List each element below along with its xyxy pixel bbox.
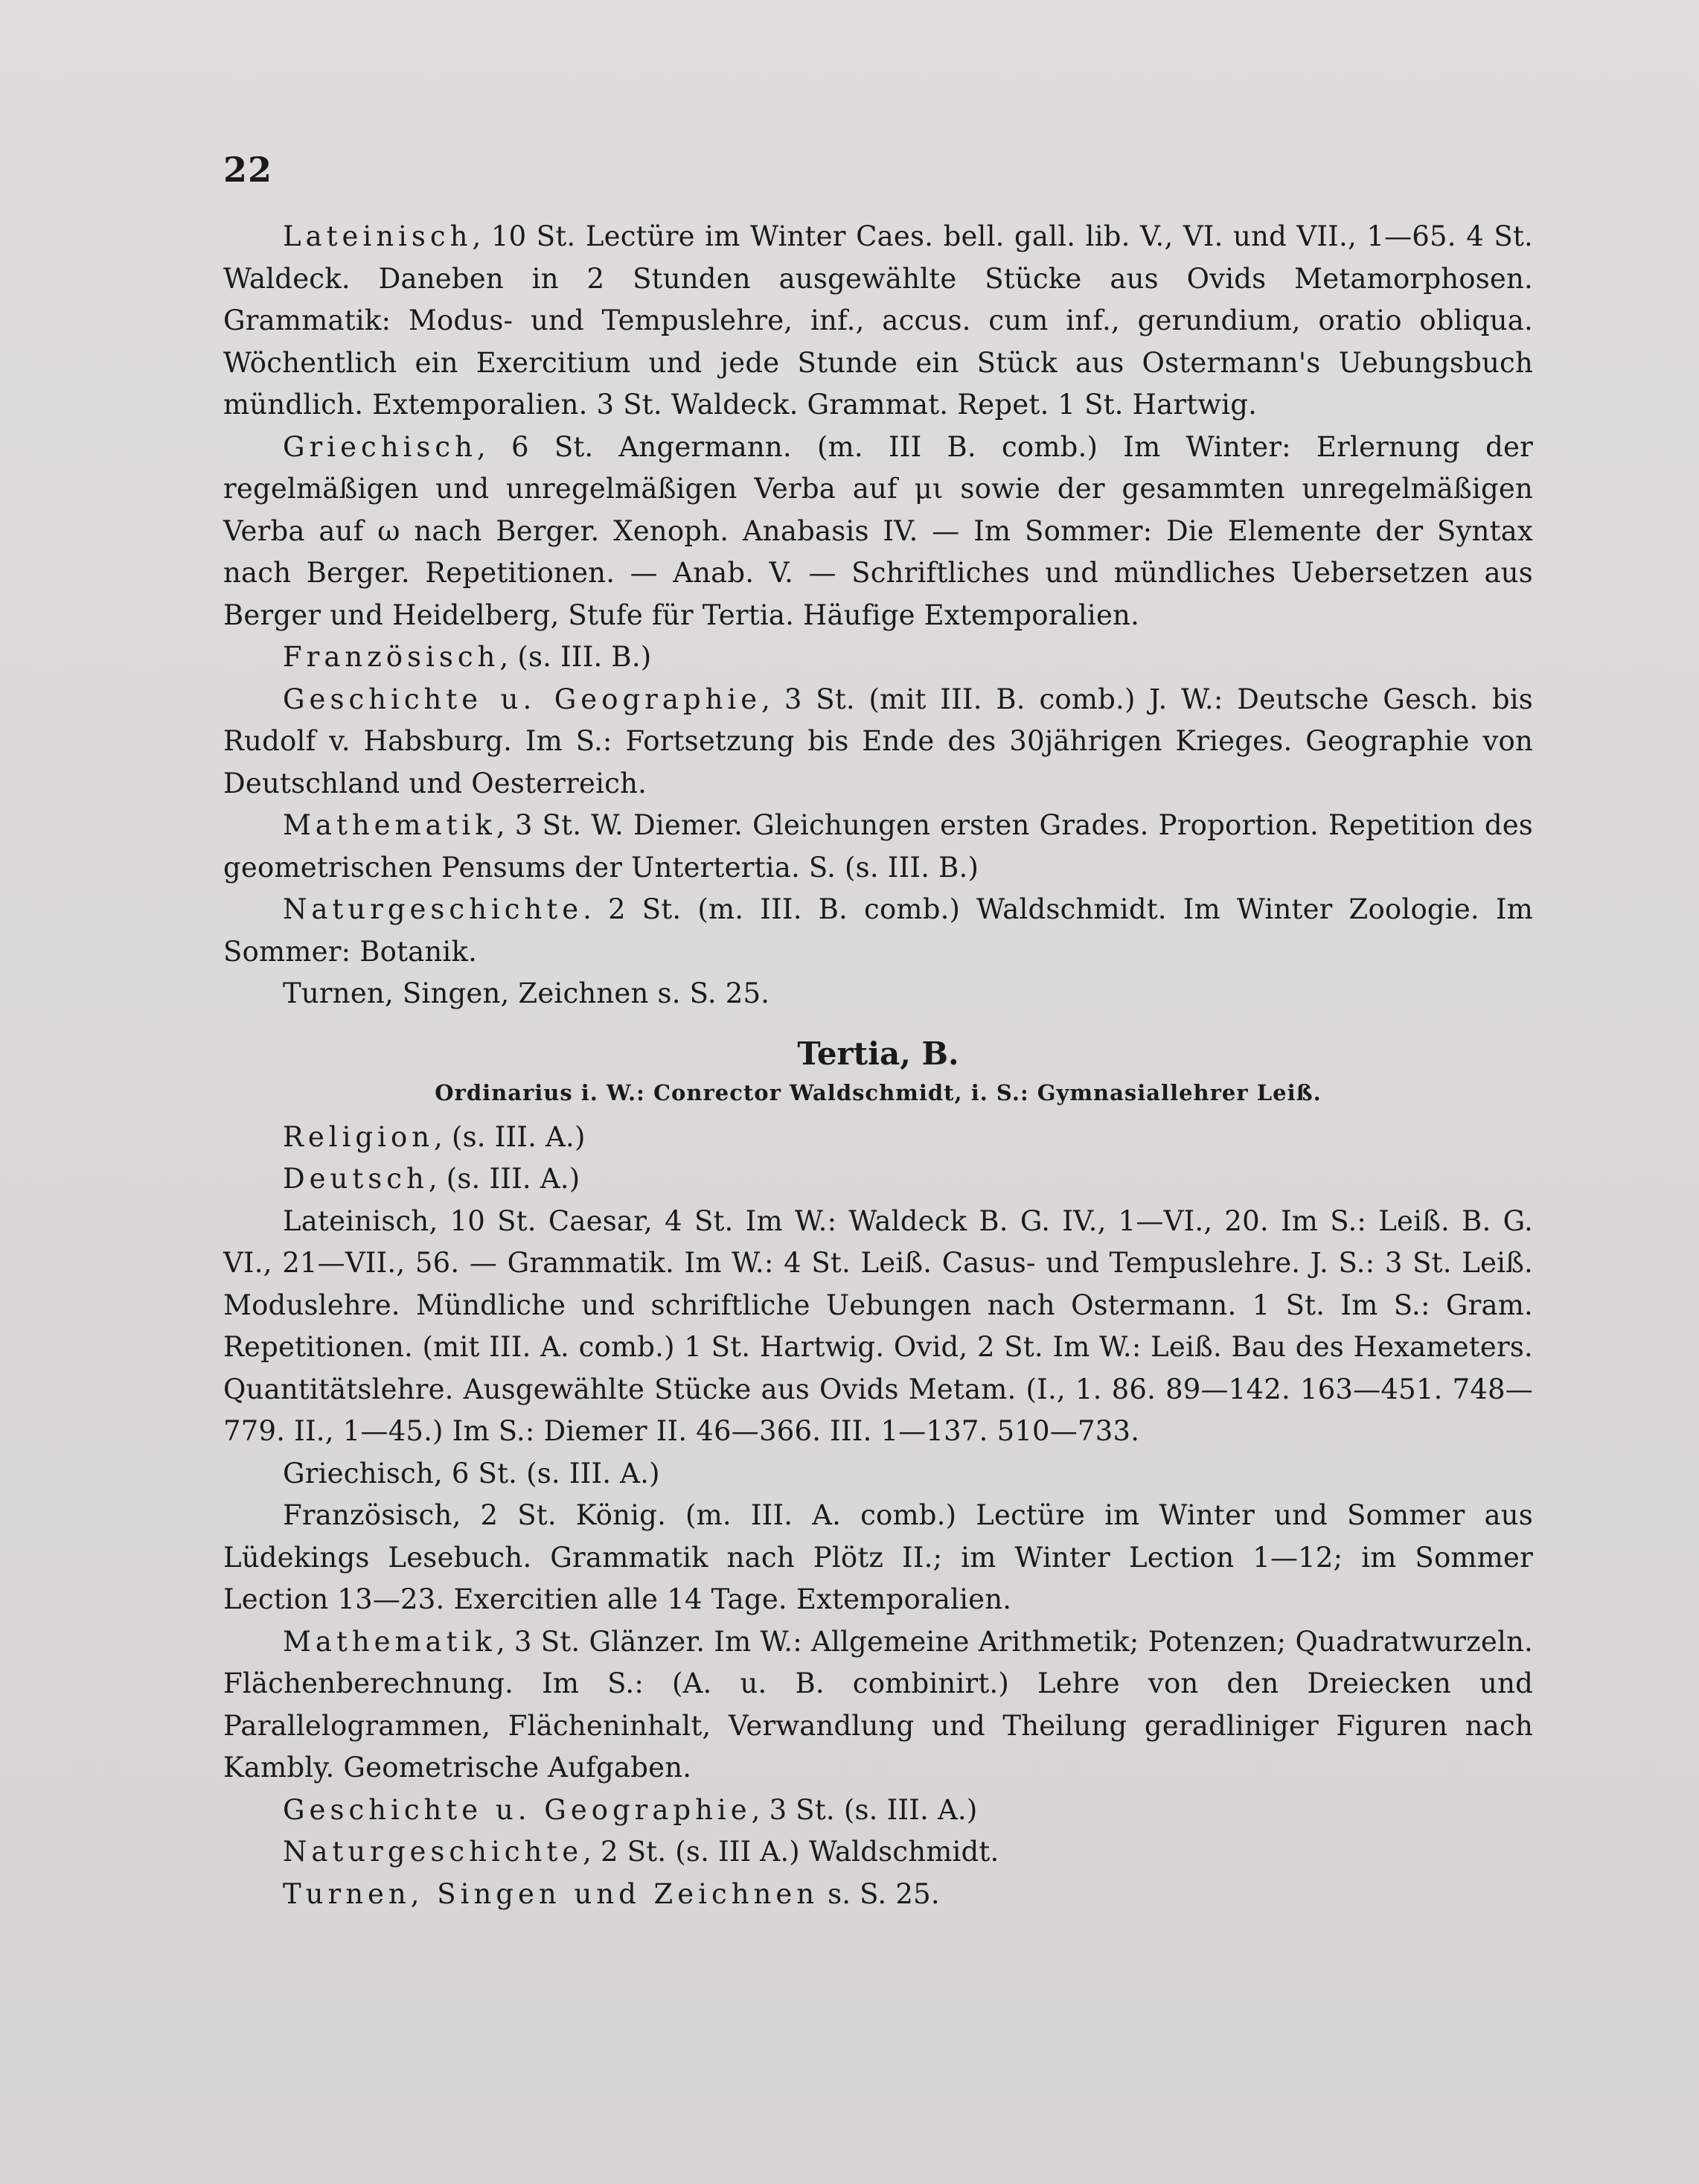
paragraph-natural-history: [223, 1831, 1533, 1874]
subject-label: Geschichte u. Geographie: [283, 683, 762, 715]
section-tertia-a-continued: [223, 216, 1533, 1015]
paragraph-text: , (s. III. B.): [499, 641, 652, 673]
paragraph-text: , 6 St. (s. III. A.): [433, 1457, 660, 1489]
subject-label: Lateinisch: [283, 1204, 429, 1237]
page-content: [223, 216, 1533, 1915]
paragraph-natural-history: [223, 889, 1533, 973]
paragraph-text: , 10 St. Caesar, 4 St. Im W.: Waldeck B. G. IV., 1—VI., 20. Im S.: Leiß. B. G. VI., 21—VII., 56. — Grammatik. Im W.: 4 St. Leiß. Casus- und Tempuslehre. J. S.: 3 St. Leiß. Moduslehre. Mündliche und schriftliche Uebungen nach Ostermann. 1 St. Im S.: Gram. Repetitionen. (mit III. A. comb.) 1 St. Hartwig. Ovid, 2 St. Im W.: Leiß. Bau des Hexameters. Quantitätslehre. Ausgewählte Stücke aus Ovids Metam. (I., 1. 86. 89—142. 163—451. 748—779. II., 1—45.) Im S.: Diemer II. 46—366. III. 1—137. 510—733.: [223, 1204, 1533, 1447]
subject-label: Naturgeschichte: [283, 893, 583, 925]
subject-label: Geschichte u. Geographie: [283, 1793, 752, 1826]
paragraph-text: , 3 St. (s. III. A.): [751, 1793, 978, 1826]
paragraph-text: , 2 St. König. (m. III. A. comb.) Lectüre im Winter und Sommer aus Lüdekings Lesebuch. Grammatik nach Plötz II.; im Winter Lection 1—12; im Sommer Lection 13—23. Exercitien alle 14 Tage. Extemporalien.: [223, 1499, 1533, 1615]
paragraph-greek: [223, 1453, 1533, 1495]
paragraph-text: s. S. 25.: [648, 977, 770, 1009]
subject-label: Griechisch: [283, 430, 477, 463]
paragraph-history-geography: [223, 679, 1533, 805]
paragraph-gym-singing-drawing: [223, 1874, 1533, 1916]
paragraph-french: [223, 636, 1533, 679]
paragraph-mathematics: [223, 805, 1533, 889]
subject-label: Deutsch: [283, 1163, 429, 1195]
paragraph-text: , 10 St. Lectüre im Winter Caes. bell. gall. lib. V., VI. und VII., 1—65. 4 St. Waldeck. Daneben in 2 Stunden ausgewählte Stücke aus Ovids Metamorphosen. Grammatik: Modus- und Tempuslehre, inf., accus. cum inf., gerundium, oratio obliqua. Wöchentlich ein Exercitium und jede Stunde ein Stück aus Ostermann's Uebungsbuch mündlich. Extemporalien. 3 St. Waldeck. Grammat. Repet. 1 St. Hartwig.: [223, 220, 1533, 421]
paragraph-german: [223, 1158, 1533, 1201]
paragraph-history-geography: [223, 1789, 1533, 1832]
subject-label: Französisch: [283, 641, 500, 673]
section-tertia-b: [223, 1117, 1533, 1916]
subject-label: Religion: [283, 1120, 435, 1153]
paragraph-text: , 6 St. Angermann. (m. III B. comb.) Im Winter: Erlernung der regelmäßigen und unregelmäßigen Verba auf μι sowie der gesammten unregelmäßigen Verba auf ω nach Berger. Xenoph. Anabasis IV. — Im Sommer: Die Elemente der Syntax nach Berger. Repetitionen. — Anab. V. — Schriftliches und mündliches Uebersetzen aus Berger und Heidelberg, Stufe für Tertia. Häufige Extemporalien.: [223, 430, 1533, 631]
paragraph-text: s. S. 25.: [819, 1877, 940, 1910]
paragraph-mathematics: [223, 1621, 1533, 1789]
subject-label: Mathematik: [283, 1625, 496, 1658]
section-heading: Tertia, B.: [797, 1035, 959, 1072]
paragraph-latin: [223, 1201, 1533, 1453]
paragraph-text: , (s. III. A.): [434, 1120, 586, 1153]
subject-label: Lateinisch: [283, 220, 473, 252]
paragraph-latin: [223, 216, 1533, 427]
subject-label: Französisch: [283, 1499, 452, 1531]
paragraph-text: , 3 St. Glänzer. Im W.: Allgemeine Arithmetik; Potenzen; Quadratwurzeln. Flächenberechnung. Im S.: (A. u. B. combinirt.) Lehre von den Dreiecken und Parallelogrammen, Flächeninhalt, Verwandlung und Theilung geradliniger Figuren nach Kambly. Geometrische Aufgaben.: [223, 1625, 1533, 1784]
subject-label: Turnen, Singen und Zeichnen: [283, 1877, 819, 1910]
section-subheading: Ordinarius i. W.: Conrector Waldschmidt, i. S.: Gymnasiallehrer Leiß.: [435, 1079, 1322, 1105]
subject-label: Turnen, Singen, Zeichnen: [283, 977, 649, 1009]
subject-label: Griechisch: [283, 1457, 434, 1489]
paragraph-text: , 3 St. (mit III. B. comb.) J. W.: Deutsche Gesch. bis Rudolf v. Habsburg. Im S.: Fortsetzung bis Ende des 30jährigen Krieges. Geographie von Deutschland und Oesterreich.: [223, 683, 1533, 799]
paragraph-religion: [223, 1117, 1533, 1159]
paragraph-text: , 2 St. (s. III A.) Waldschmidt.: [583, 1836, 999, 1868]
paragraph-text: . 2 St. (m. III. B. comb.) Waldschmidt. Im Winter Zoologie. Im Sommer: Botanik.: [223, 893, 1533, 968]
page-number: 22: [223, 150, 273, 190]
paragraph-greek: [223, 427, 1533, 637]
paragraph-french: [223, 1495, 1533, 1621]
paragraph-text: , (s. III. A.): [428, 1163, 580, 1195]
paragraph-text: , 3 St. W. Diemer. Gleichungen ersten Grades. Proportion. Repetition des geometrischen Pensums der Untertertia. S. (s. III. B.): [223, 809, 1533, 884]
paragraph-gym-singing-drawing: [223, 973, 1533, 1015]
subject-label: Naturgeschichte: [283, 1836, 583, 1868]
subject-label: Mathematik: [283, 809, 496, 841]
